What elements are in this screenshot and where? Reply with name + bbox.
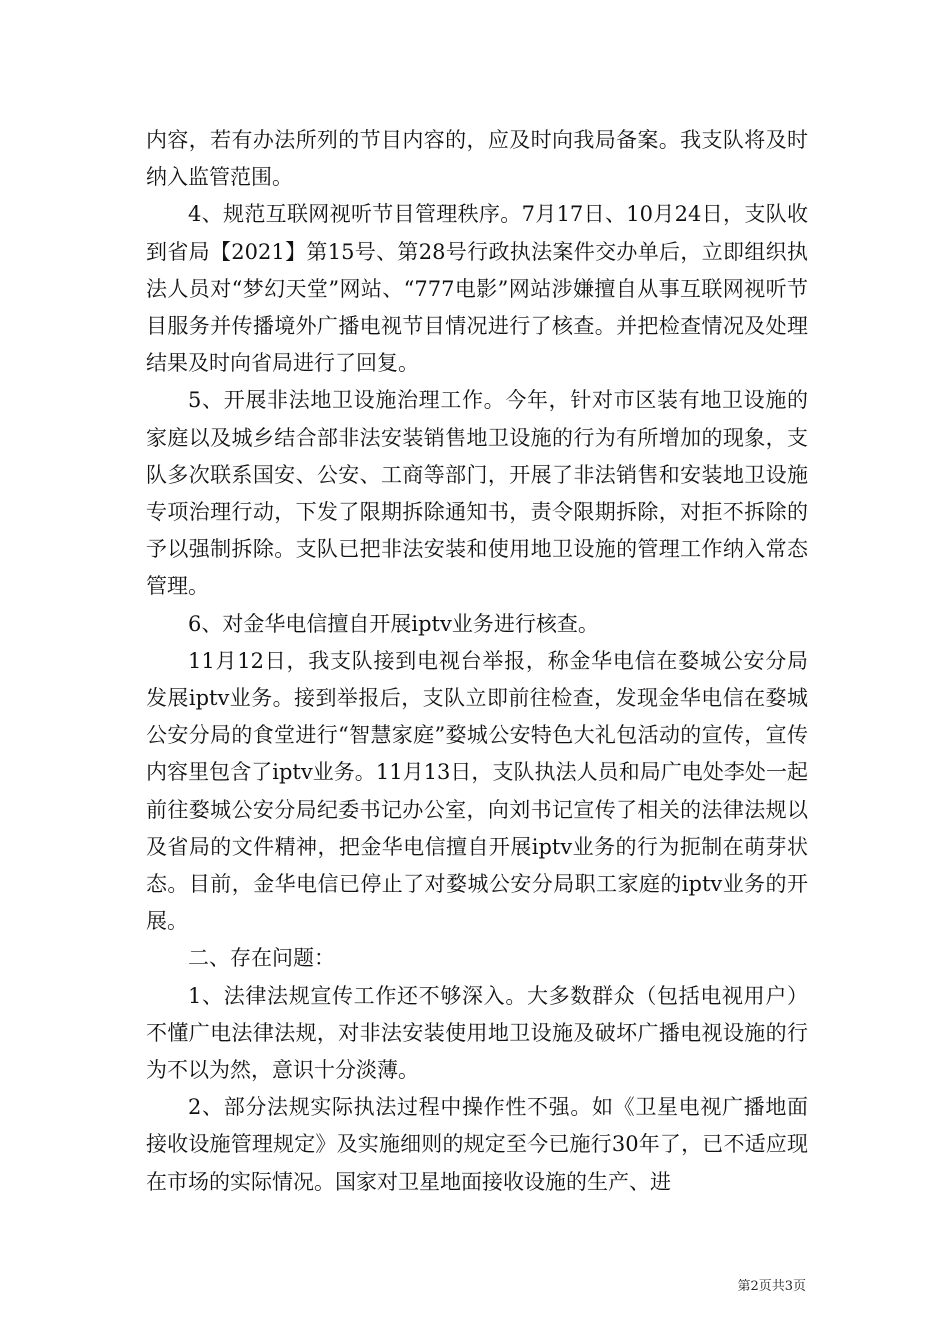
paragraph-problem-2: 2、部分法规实际执法过程中操作性不强。如《卫星电视广播地面接收设施管理规定》及实施细则的规定至今已施行30年了，已不适应现在市场的实际情况。国家对卫星地面接收设施的生产、进 <box>146 1095 808 1194</box>
paragraph-iptv-details: 11月12日，我支队接到电视台举报，称金华电信在婺城公安分局发展iptv业务。接到举报后，支队立即前往检查，发现金华电信在婺城公安分局的食堂进行“智慧家庭”婺城公安特色大礼包活动的宣传，宣传内容里包含了iptv业务。11月13日，支队执法人员和局广电处李处一起前往婺城公安分局纪委书记办公室，向刘书记宣传了相关的法律法规以及省局的文件精神，把金华电信擅自开展iptv业务的行为扼制在萌芽状态。目前，金华电信已停止了对婺城公安分局职工家庭的iptv业务的开展。 <box>146 648 808 934</box>
section-heading-problems: 二、存在问题： <box>188 946 335 971</box>
page-number: 第2页共3页 <box>737 1279 806 1294</box>
paragraph-item-4: 4、规范互联网视听节目管理秩序。7月17日、10月24日，支队收到省局【2021】第15号、第28号行政执法案件交办单后，立即组织执法人员对“梦幻天堂”网站、“777电影”网站涉嫌擅自从事互联网视听节目服务并传播境外广播电视节目情况进行了核查。并把检查情况及处理结果及时向省局进行了回复。 <box>146 202 808 376</box>
document-body <box>146 122 808 1201</box>
paragraph-item-5: 5、开展非法地卫设施治理工作。今年，针对市区装有地卫设施的家庭以及城乡结合部非法安装销售地卫设施的行为有所增加的现象，支队多次联系国安、公安、工商等部门，开展了非法销售和安装地卫设施专项治理行动，下发了限期拆除通知书，责令限期拆除，对拒不拆除的予以强制拆除。支队已把非法安装和使用地卫设施的管理工作纳入常态管理。 <box>146 388 808 599</box>
paragraph-problem-1: 1、法律法规宣传工作还不够深入。大多数群众（包括电视用户）不懂广电法律法规，对非法安装使用地卫设施及破坏广播电视设施的行为不以为然，意识十分淡薄。 <box>146 983 808 1083</box>
paragraph-continued: 内容，若有办法所列的节目内容的，应及时向我局备案。我支队将及时纳入监管范围。 <box>146 128 808 190</box>
paragraph-item-6: 6、对金华电信擅自开展iptv业务进行核查。 <box>188 611 599 636</box>
